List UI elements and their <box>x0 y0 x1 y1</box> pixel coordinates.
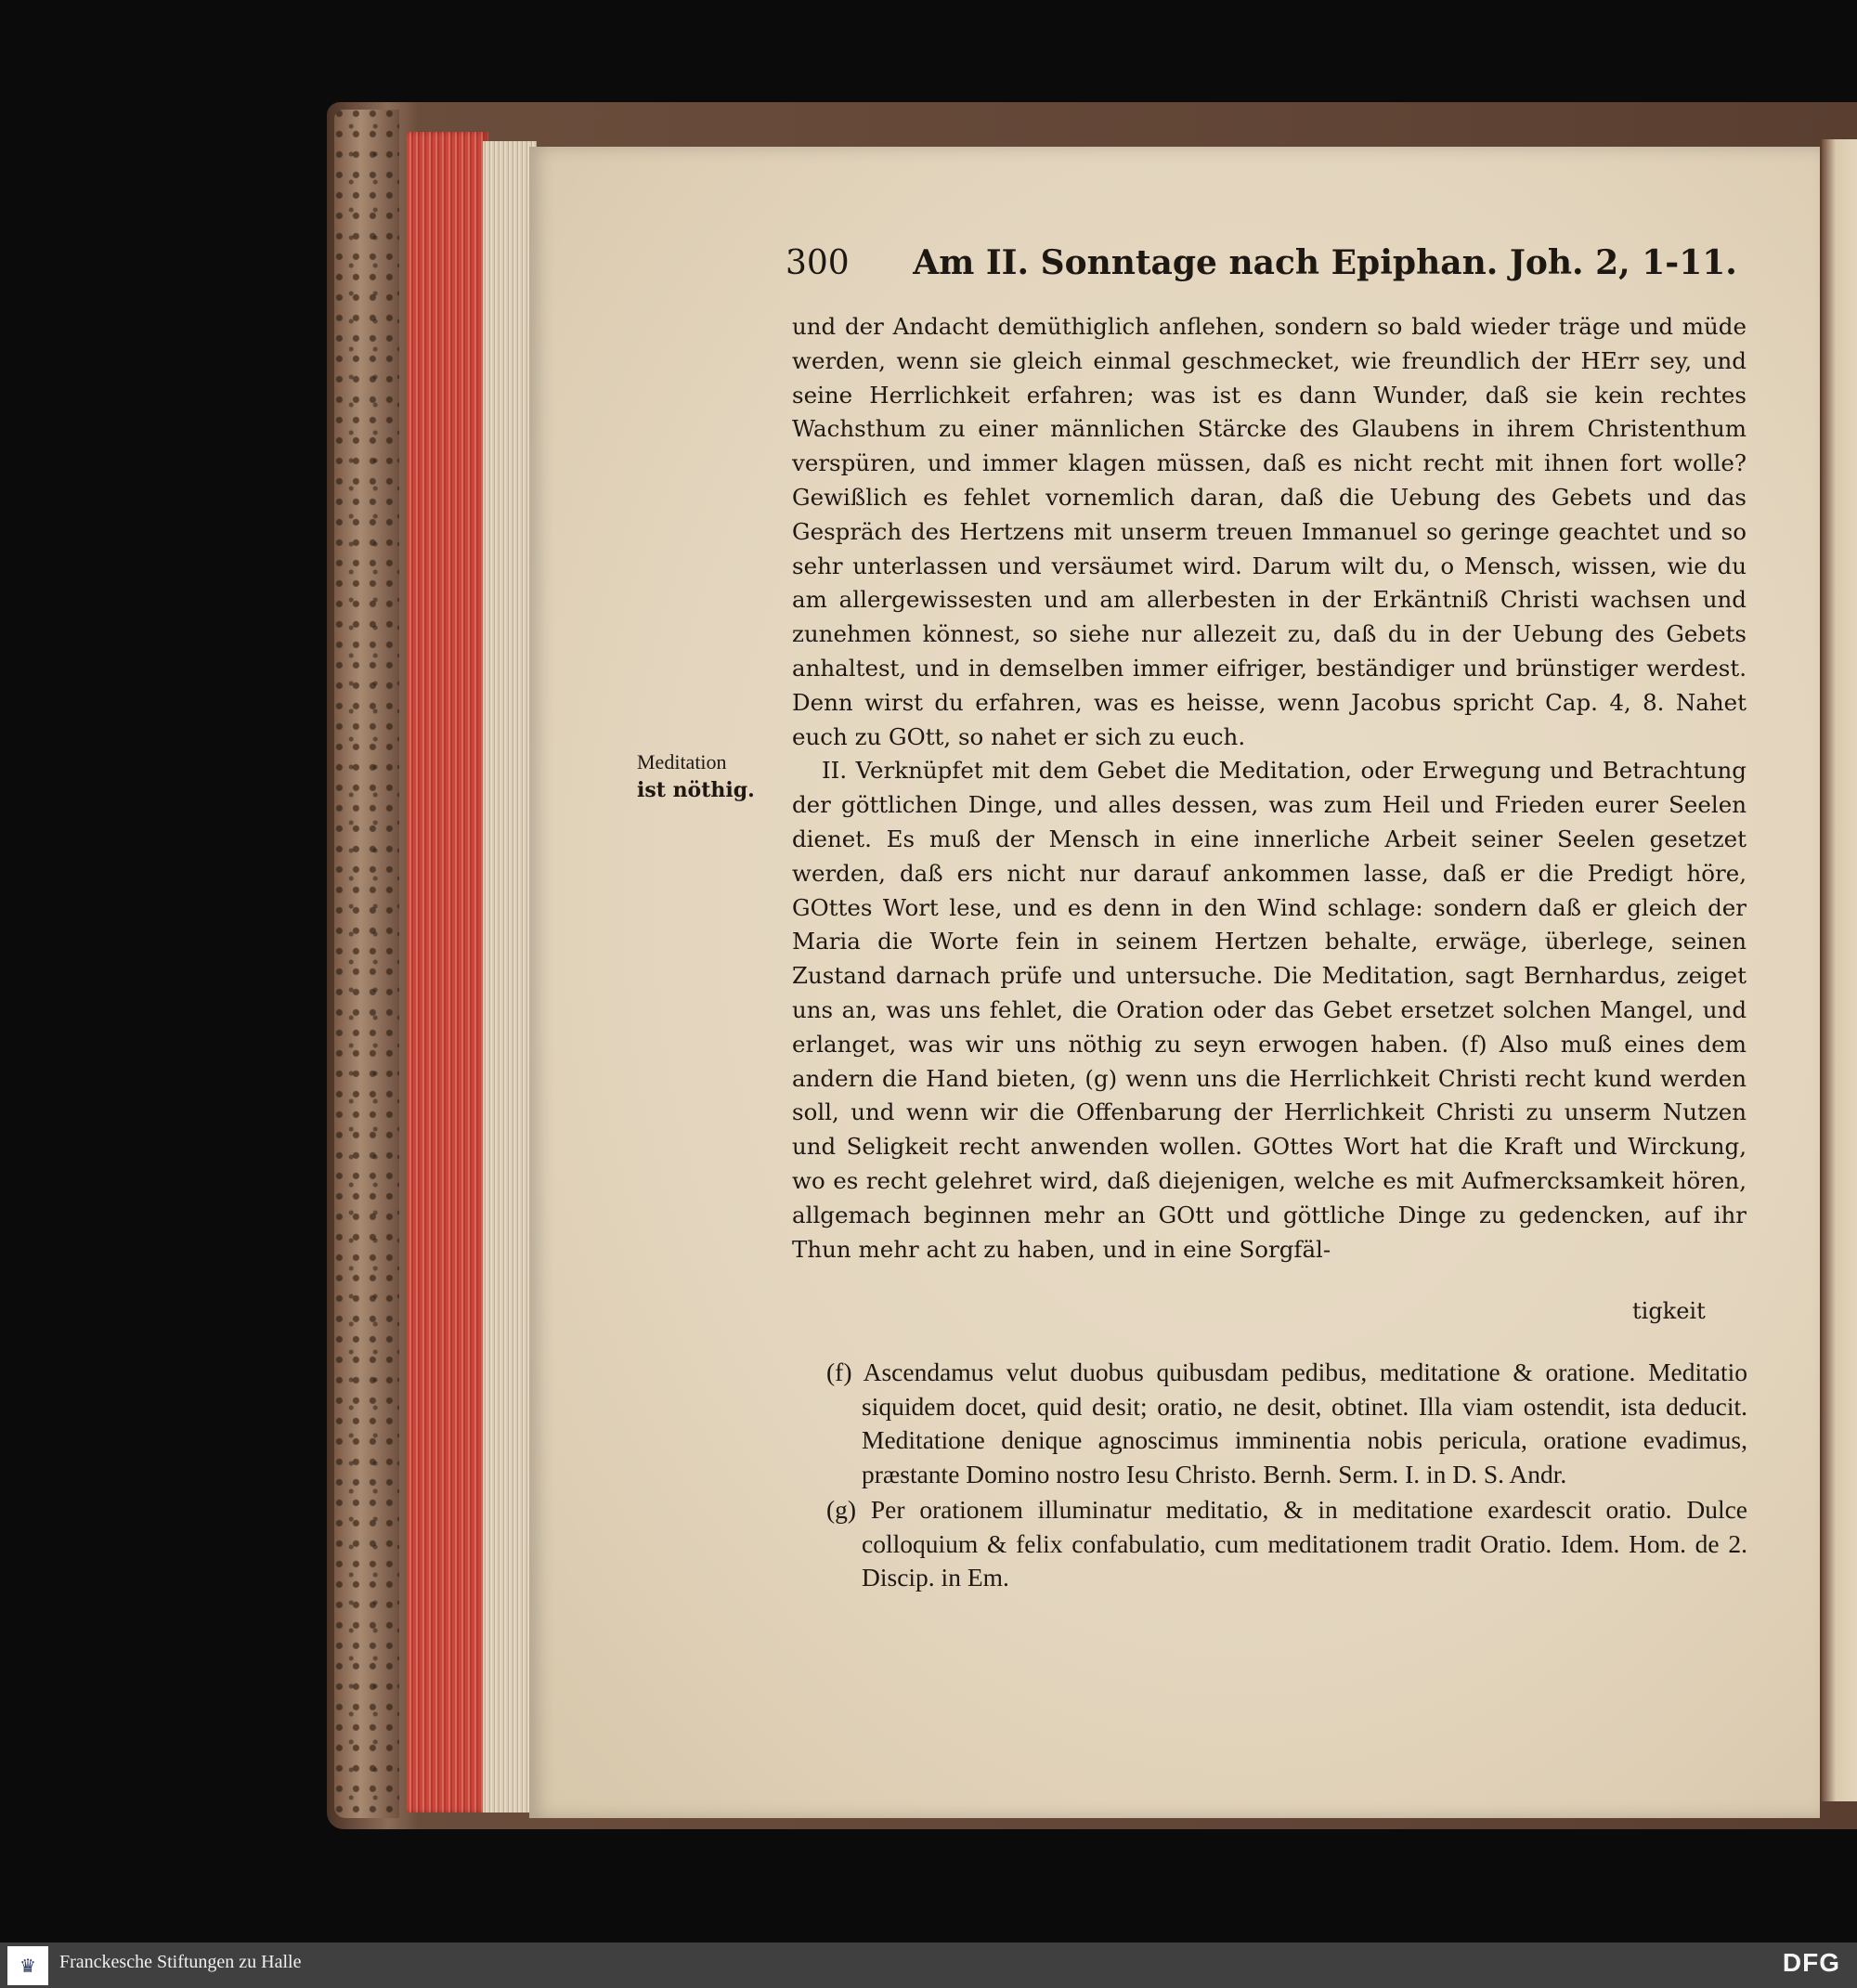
footnotes <box>826 1356 1747 1597</box>
page-number: 300 <box>786 244 850 282</box>
book-cover-board <box>334 110 399 1818</box>
main-text <box>792 310 1747 1267</box>
marginal-note <box>637 748 758 804</box>
institution-name: Franckesche Stiftungen zu Halle <box>59 1952 302 1972</box>
marginal-note-line-2: ist nöthig. <box>637 778 755 802</box>
footnote-g: (g) Per orationem illuminatur meditatio, & in meditatione exardescit oratio. Dulce colloquium & felix confabulatio, cum meditationem tradit Oratio. Idem. Hom. de 2. Discip. in Em. <box>826 1495 1747 1592</box>
running-header <box>786 243 1737 282</box>
facing-page-edge <box>1822 139 1857 1801</box>
catchword: tigkeit <box>1632 1298 1706 1324</box>
footnote-f: (f) Ascendamus velut duobus quibusdam pedibus, meditatione & oratione. Meditatio siquidem docet, quid desit; oratio, ne desit, obtinet. Illa viam ostendit, ista deducit. Meditatione denique agnoscimus imminentia nobis pericula, oratione evadimus, præstante Domino nostro Iesu Christo. Bernh. Serm. I. in D. S. Andr. <box>826 1358 1747 1488</box>
running-title: Am II. Sonntage nach Epiphan. Joh. 2, 1-11. <box>913 243 1737 282</box>
paragraph-2: II. Verknüpfet mit dem Gebet die Meditation, oder Erwegung und Betrachtung der göttlichen Dinge, und alles dessen, was zum Heil und Frieden eurer Seelen dienet. Es muß der Mensch in eine innerliche Arbeit seiner Seelen gesetzet werden, daß ers nicht nur darauf ankommen lasse, daß er die Predigt höre, GOttes Wort lese, und es denn in den Wind schlage: sondern daß er gleich der Maria die Worte fein in seinem Hertzen behalte, erwäge, überlege, seinen Zustand darnach prüfe und untersuche. Die Meditation, sagt Bernhardus, zeiget uns an, was uns fehlet, die Oration oder das Gebet ersetzet solchen Mangel, und erlanget, was wir uns nöthig zu seyn erwogen haben. (f) Also muß eines dem andern die Hand bieten, (g) wenn uns die Herrlichkeit Christi recht kund werden soll, und wenn wir die Offenbarung der Herrlichkeit Christi zu unserm Nutzen und Seligkeit recht anwenden wollen. GOttes Wort hat die Kraft und Wirckung, wo es recht gelehret wird, daß diejenigen, welche es mit Aufmercksamkeit hören, allgemach beginnen mehr an GOtt und göttliche Dinge zu gedencken, auf ihr Thun mehr acht zu haben, und in eine Sorgfäl- <box>792 757 1747 1263</box>
institution-logo-icon: ♛ <box>19 1955 36 1977</box>
marginal-note-line-1: Meditation <box>637 750 727 773</box>
institution-logo <box>7 1946 48 1985</box>
dfg-logo: DFG <box>1782 1948 1840 1977</box>
paragraph-1: und der Andacht demüthiglich anflehen, sondern so bald wieder träge und müde werden, wenn sie gleich einmal geschmecket, wie freundlich der HErr sey, und seine Herrlichkeit erfahren; was ist es dann Wunder, daß sie kein rechtes Wachsthum zu einer männlichen Stärcke des Glaubens in ihrem Christenthum verspüren, und immer klagen müssen, daß es nicht recht mit ihnen fort wolle? Gewißlich es fehlet vornemlich daran, daß die Uebung des Gebets und das Gespräch des Hertzens mit unserm treuen Immanuel so geringe geachtet und so sehr unterlassen und versäumet wird. Darum wilt du, o Mensch, wissen, wie du am allergewissesten und am allerbesten in der Erkäntniß Christi wachsen und zunehmen könnest, so siehe nur allezeit zu, daß du in der Uebung des Gebets anhaltest, und in demselben immer eifriger, beständiger und brünstiger werdest. Denn wirst du erfahren, was es heisse, wenn Jacobus spricht Cap. 4, 8. Nahet euch zu GOtt, so nahet er sich zu euch. <box>792 313 1747 750</box>
red-page-edges <box>407 132 488 1813</box>
